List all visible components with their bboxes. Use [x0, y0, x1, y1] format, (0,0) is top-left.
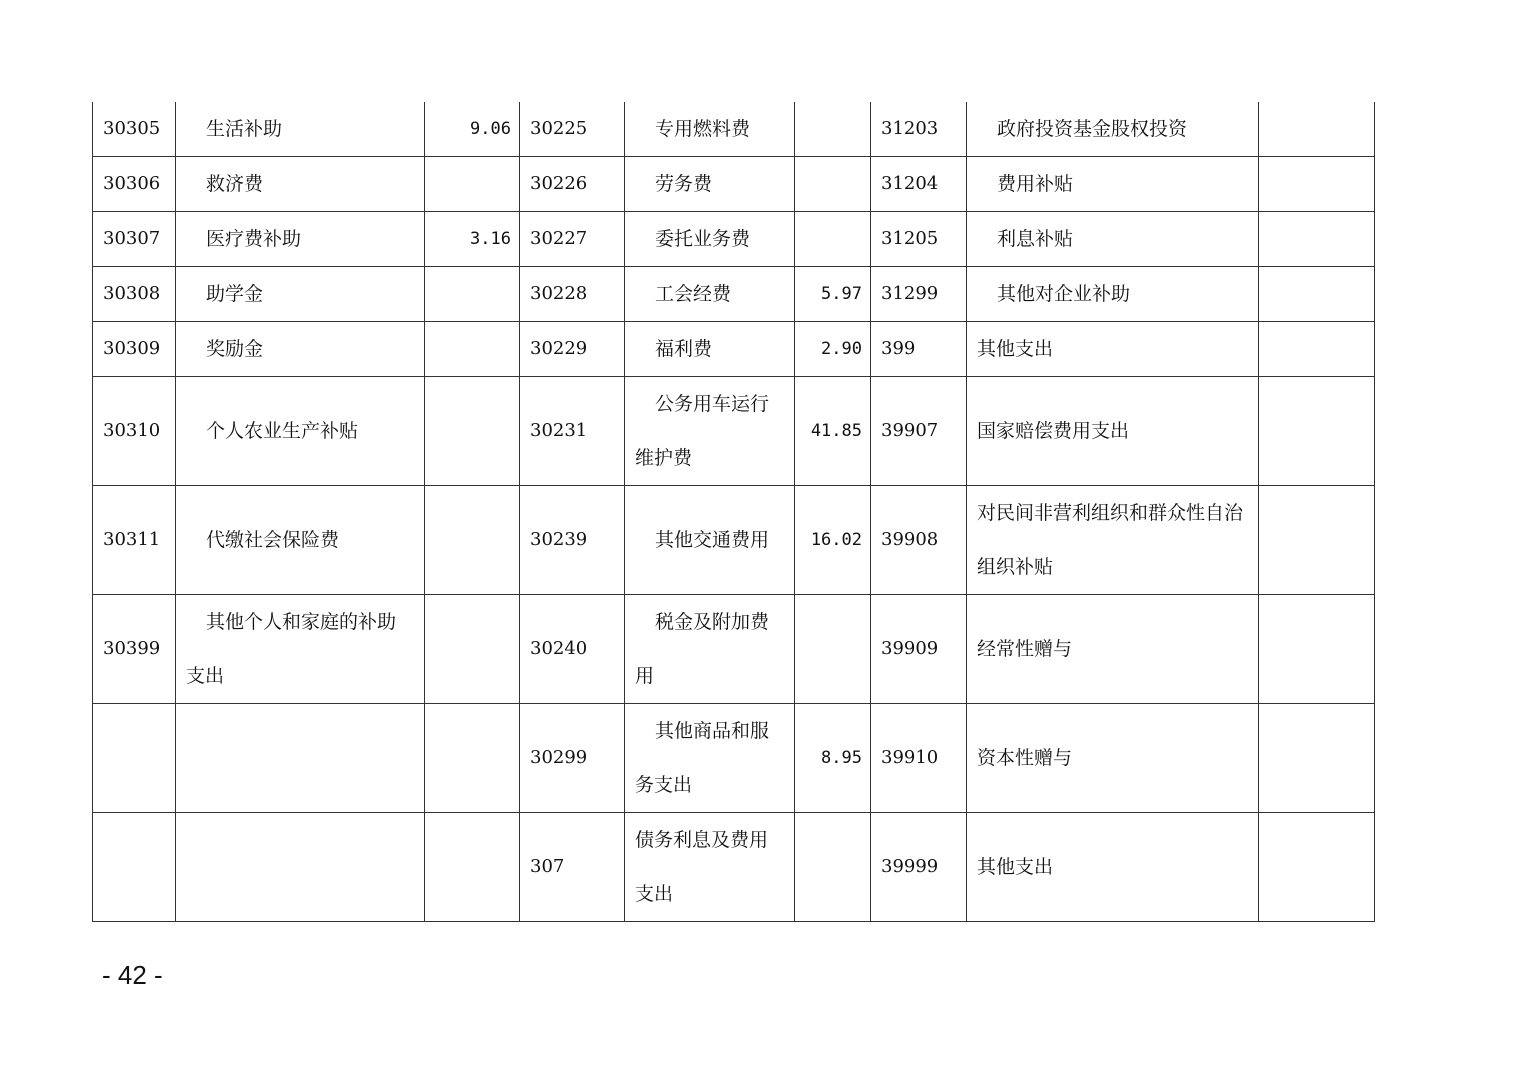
code-cell: 31299: [871, 267, 967, 322]
code-cell: 30226: [520, 157, 625, 212]
amount-cell: [1259, 704, 1375, 813]
item-name-cell: [625, 322, 795, 377]
item-name: 经常性赠与: [977, 638, 1073, 660]
item-name: 专用燃料费: [655, 118, 751, 140]
amount-cell: [425, 377, 520, 486]
item-name-cell: [176, 322, 425, 377]
code-cell: 30228: [520, 267, 625, 322]
item-name: 生活补助: [206, 118, 283, 140]
amount-cell: 41.85: [795, 377, 871, 486]
item-name-cell: [967, 212, 1259, 267]
amount-cell: [425, 486, 520, 595]
code-cell: 30231: [520, 377, 625, 486]
amount-cell: [425, 704, 520, 813]
table-row: [93, 813, 1375, 922]
code-cell: 31205: [871, 212, 967, 267]
code-cell: [93, 813, 176, 922]
amount-cell: 5.97: [795, 267, 871, 322]
amount-cell: [425, 595, 520, 704]
item-name-cell: [176, 704, 425, 813]
item-name-cell: [176, 102, 425, 157]
item-name: 政府投资基金股权投资: [997, 118, 1188, 140]
item-name-cell: [176, 212, 425, 267]
item-name: 其他商品和服务支出: [635, 720, 770, 796]
amount-cell: [425, 157, 520, 212]
item-name-cell: [967, 267, 1259, 322]
amount-cell: [425, 267, 520, 322]
amount-cell: [1259, 595, 1375, 704]
table-row: [93, 157, 1375, 212]
amount-cell: 2.90: [795, 322, 871, 377]
amount-cell: [1259, 267, 1375, 322]
code-cell: 307: [520, 813, 625, 922]
item-name: 劳务费: [655, 173, 713, 195]
item-name-cell: [176, 377, 425, 486]
item-name: 助学金: [206, 283, 264, 305]
amount-cell: [425, 322, 520, 377]
item-name: 利息补贴: [997, 228, 1074, 250]
item-name-cell: [625, 212, 795, 267]
amount-cell: 8.95: [795, 704, 871, 813]
item-name-cell: [176, 486, 425, 595]
code-cell: 31204: [871, 157, 967, 212]
item-name-cell: [967, 595, 1259, 704]
item-name: 资本性赠与: [977, 747, 1073, 769]
item-name-cell: [967, 486, 1259, 595]
amount-cell: [1259, 813, 1375, 922]
item-name: 费用补贴: [997, 173, 1074, 195]
amount-cell: [1259, 486, 1375, 595]
item-name: 国家赔偿费用支出: [977, 420, 1130, 442]
item-name: 其他对企业补助: [997, 283, 1131, 305]
code-cell: 30229: [520, 322, 625, 377]
code-cell: [93, 704, 176, 813]
code-cell: 39907: [871, 377, 967, 486]
item-name: 救济费: [206, 173, 264, 195]
item-name-cell: [625, 267, 795, 322]
code-cell: 30239: [520, 486, 625, 595]
code-cell: 30307: [93, 212, 176, 267]
amount-cell: [795, 212, 871, 267]
amount-cell: [795, 102, 871, 157]
code-cell: 399: [871, 322, 967, 377]
item-name-cell: [625, 813, 795, 922]
code-cell: 30309: [93, 322, 176, 377]
item-name-cell: [967, 322, 1259, 377]
code-cell: 30240: [520, 595, 625, 704]
item-name-cell: [967, 377, 1259, 486]
amount-cell: [1259, 377, 1375, 486]
amount-cell: [795, 595, 871, 704]
table-row: [93, 322, 1375, 377]
item-name: 其他交通费用: [655, 529, 770, 551]
item-name: 其他支出: [977, 856, 1054, 878]
amount-cell: [425, 813, 520, 922]
item-name: 对民间非营利组织和群众性自治组织补贴: [977, 502, 1244, 578]
item-name-cell: [625, 595, 795, 704]
amount-cell: [1259, 212, 1375, 267]
item-name: 代缴社会保险费: [206, 529, 340, 551]
item-name: 委托业务费: [655, 228, 751, 250]
item-name-cell: [967, 704, 1259, 813]
item-name-cell: [625, 377, 795, 486]
item-name-cell: [967, 157, 1259, 212]
amount-cell: [1259, 322, 1375, 377]
code-cell: 39999: [871, 813, 967, 922]
code-cell: 39910: [871, 704, 967, 813]
code-cell: 30227: [520, 212, 625, 267]
code-cell: 30305: [93, 102, 176, 157]
code-cell: 30308: [93, 267, 176, 322]
code-cell: 31203: [871, 102, 967, 157]
table-row: [93, 377, 1375, 486]
amount-cell: 3.16: [425, 212, 520, 267]
item-name: 个人农业生产补贴: [206, 420, 359, 442]
item-name-cell: [176, 157, 425, 212]
item-name: 工会经费: [655, 283, 732, 305]
code-cell: 39909: [871, 595, 967, 704]
item-name-cell: [967, 102, 1259, 157]
amount-cell: [1259, 102, 1375, 157]
page-number: - 42 -: [102, 960, 163, 990]
amount-cell: [1259, 157, 1375, 212]
table-row: [93, 704, 1375, 813]
amount-cell: [795, 813, 871, 922]
item-name-cell: [176, 267, 425, 322]
item-name-cell: [967, 813, 1259, 922]
item-name: 医疗费补助: [206, 228, 302, 250]
item-name: 税金及附加费用: [635, 611, 770, 687]
item-name-cell: [625, 102, 795, 157]
expenditure-table: [92, 102, 1375, 922]
code-cell: 30306: [93, 157, 176, 212]
code-cell: 30225: [520, 102, 625, 157]
table-row: [93, 486, 1375, 595]
item-name-cell: [625, 704, 795, 813]
code-cell: 30399: [93, 595, 176, 704]
table-row: [93, 102, 1375, 157]
item-name: 福利费: [655, 338, 713, 360]
item-name: 奖励金: [206, 338, 264, 360]
item-name: 债务利息及费用支出: [635, 829, 769, 905]
code-cell: 30310: [93, 377, 176, 486]
item-name-cell: [625, 486, 795, 595]
item-name-cell: [625, 157, 795, 212]
item-name: 公务用车运行维护费: [635, 393, 770, 469]
amount-cell: [795, 157, 871, 212]
amount-cell: 16.02: [795, 486, 871, 595]
code-cell: 39908: [871, 486, 967, 595]
table-row: [93, 595, 1375, 704]
table-row: [93, 267, 1375, 322]
item-name: 其他支出: [977, 338, 1054, 360]
code-cell: 30299: [520, 704, 625, 813]
item-name: 其他个人和家庭的补助支出: [186, 611, 397, 687]
item-name-cell: [176, 595, 425, 704]
code-cell: 30311: [93, 486, 176, 595]
table-row: [93, 212, 1375, 267]
item-name-cell: [176, 813, 425, 922]
amount-cell: 9.06: [425, 102, 520, 157]
